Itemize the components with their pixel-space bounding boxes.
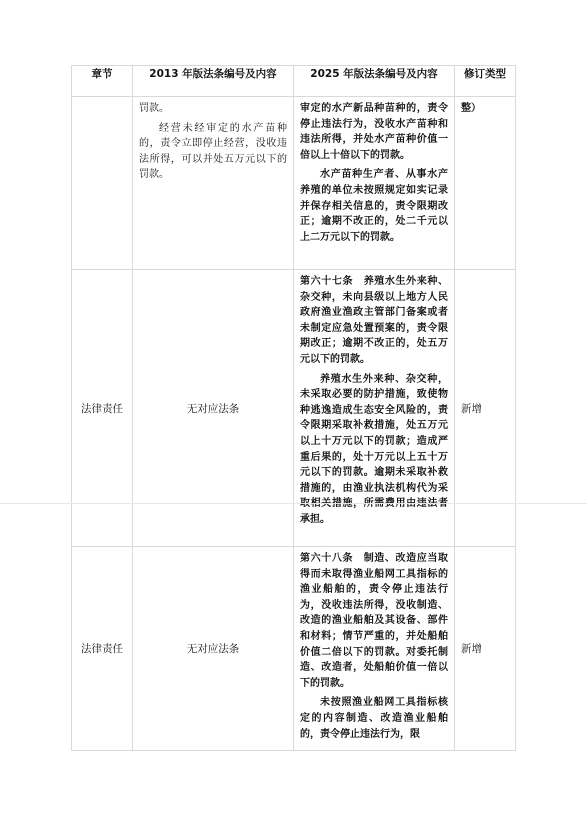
new-law-cell [294,97,455,270]
revision-type-cell: 新增 [455,270,516,547]
old-law-paragraph: 经营未经审定的水产苗种的，责令立即停止经营，没收违法所得，可以并处五万元以下的罚款。 [139,122,287,181]
new-law-paragraph: 第六十七条 养殖水生外来种、杂交种，未向县级以上地方人民政府渔业渔政主管部门备案或者未制定应急处置预案的，责令限期改正；逾期不改正的，处五万元以下的罚款。 [300,276,448,365]
new-law-paragraph: 养殖水生外来种、杂交种，未采取必要的防护措施，致使物种逃逸造成生态安全风险的，责令限期采取补救措施，处五万元以上十万元以下的罚款；造成严重后果的，处十万元以上五十万元以下的罚款。逾期未采取补救措施的，由渔业执法机构代为采 承担。 [300,373,448,525]
table-row [72,547,516,751]
revision-type-cell: 新增 [455,547,516,751]
chapter-cell [72,97,133,270]
old-law-cell [133,97,294,270]
new-law-paragraph: 第六十八条 制造、改造应当取得而未取得渔业船网工具指标的渔业船舶的，责令停止违法行为，没收违法所得，没收制造、改造的渔业船舶及其设备、部件和材料；情节严重的，并处船舶价值二倍以下的罚款。对委托制造、改造者，处船舶价值一倍以下的罚款。 [300,553,448,689]
header-2013: 2013 年版法条编号及内容 [133,66,294,97]
new-law-cell [294,270,455,547]
new-law-paragraph: 审定的水产新品种苗种的，责令停止违法行为，没收水产苗种和违法所得，并处水产苗种价值一倍以上十倍以下的罚款。 [300,103,448,161]
new-law-paragraph: 水产苗种生产者、从事水产养殖的单位未按照规定如实记录并保存相关信息的，责令限期改正；逾期不改正的，处二千元以上二万元以下的罚款。 [300,169,448,243]
chapter-cell: 法律责任 [72,270,133,547]
revision-type-cell [455,97,516,270]
table-header-row [72,66,516,97]
old-law-cell: 无对应法条 [133,270,294,547]
old-law-paragraph: 罚款。 [139,103,169,114]
table-row [72,97,516,270]
new-law-cell [294,547,455,751]
header-chapter: 章节 [72,66,133,97]
law-comparison-table [71,65,516,751]
page-break-line [0,503,587,504]
header-2025: 2025 年版法条编号及内容 [294,66,455,97]
new-law-paragraph: 未按照渔业船网工具指标核定的内容制造、改造渔业船舶的，责令停止违法行为，限 [300,697,448,740]
old-law-cell: 无对应法条 [133,547,294,751]
table-row [72,270,516,547]
header-revision-type: 修订类型 [455,66,516,97]
chapter-cell: 法律责任 [72,547,133,751]
revision-type-text: 整） [461,103,481,114]
